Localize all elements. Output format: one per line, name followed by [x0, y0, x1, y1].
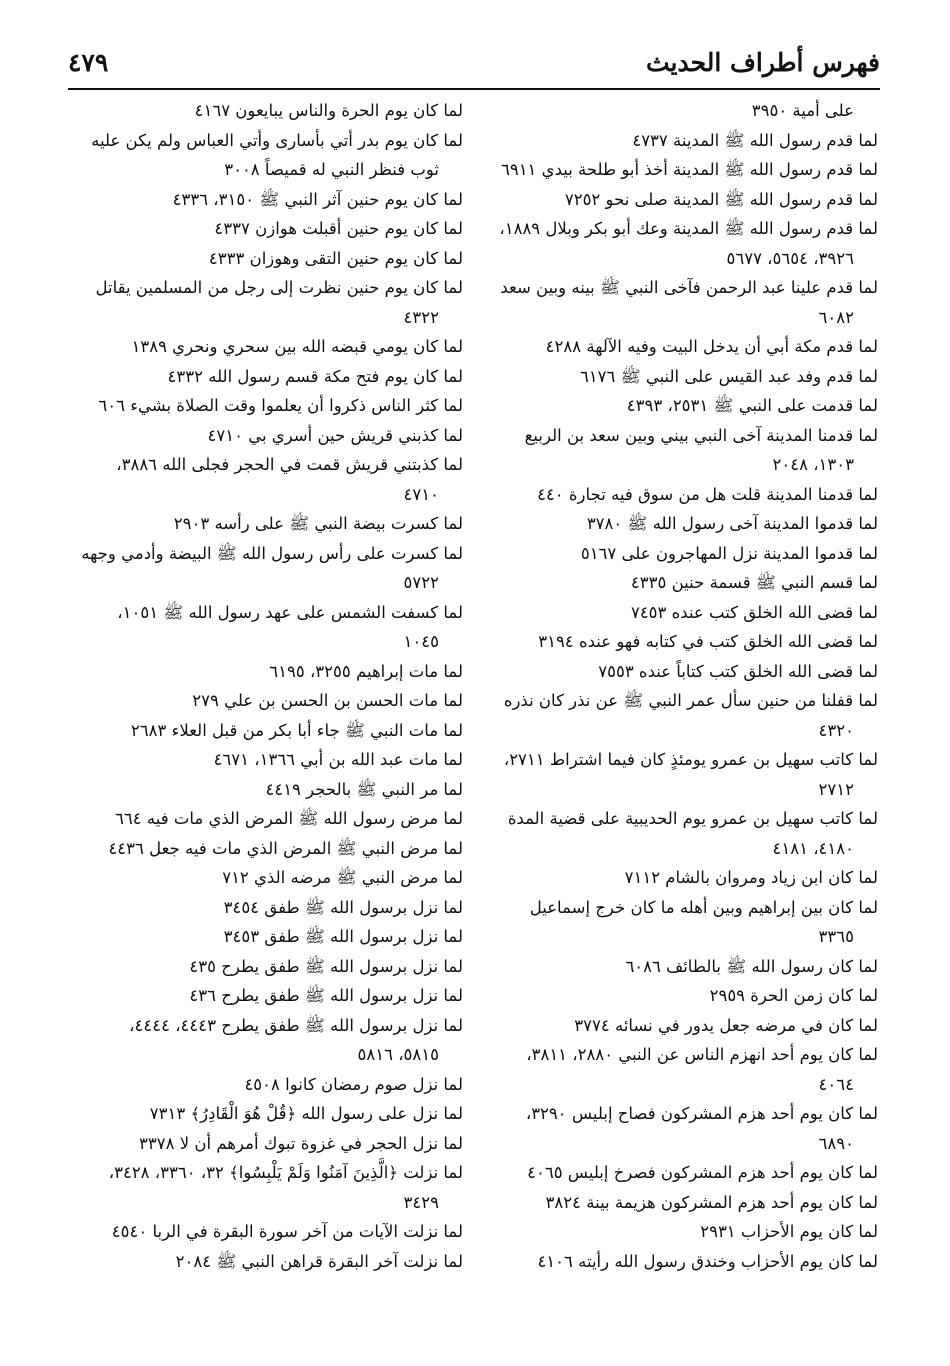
index-entry: [78, 863, 463, 893]
index-entry: [78, 421, 463, 451]
index-entry: [493, 1158, 878, 1188]
entry-text: لما قدم وفد عبد القيس على النبي ﷺ ٦١٧٦: [579, 366, 878, 386]
index-entry: [78, 922, 463, 952]
entry-text: لما قدم رسول الله ﷺ المدينة وعك أبو بكر وبلال ١٨٨٩،: [499, 219, 878, 238]
index-entry: [493, 863, 878, 893]
index-entry: [78, 1158, 463, 1217]
index-entry: [78, 126, 463, 185]
index-entry: [493, 96, 878, 126]
entry-text: لما قدمنا المدينة آخى النبي بيني وبين سعد بن الربيع: [524, 425, 878, 445]
index-entry: [78, 185, 463, 215]
page-number: ٤٧٩: [68, 48, 109, 77]
entry-text: لما كسفت الشمس على عهد رسول الله ﷺ ١٠٥١،: [117, 602, 463, 622]
entry-text: لما مرض النبي ﷺ المرض الذي مات فيه جعل ٤٤٣٦: [108, 838, 463, 858]
right-column: [493, 96, 878, 1276]
entry-text: لما مرض رسول الله ﷺ المرض الذي مات فيه ٦٦٤: [115, 809, 463, 828]
entry-text: لما نزل برسول الله ﷺ طفق ٣٤٥٣: [223, 927, 463, 946]
entry-continuation: ٦٠٨٢: [818, 307, 854, 327]
index-entry: [78, 1099, 463, 1129]
entry-text: لما نزل صوم رمضان كانوا ٤٥٠٨: [244, 1074, 463, 1094]
entry-continuation: ٤١٨٠، ٤١٨١: [772, 838, 854, 858]
entry-continuation: ثوب فنظر النبي له قميصاً ٣٠٠٨: [224, 160, 439, 179]
index-entry: [493, 1040, 878, 1099]
index-entry: [493, 598, 878, 628]
entry-text: لما مات إبراهيم ٣٢٥٥، ٦١٩٥: [269, 661, 463, 681]
entry-text: لما قضى الله الخلق كتب في كتابه فهو عنده ٣١٩٤: [538, 632, 878, 651]
entry-continuation: ٤٠٦٤: [818, 1074, 854, 1094]
entry-text: لما كان في مرضه جعل يدور في نسائه ٣٧٧٤: [574, 1015, 878, 1035]
index-entry: [493, 686, 878, 745]
entry-text: لما كذبني قريش حين أسري بي ٤٧١٠: [207, 425, 463, 445]
index-entry: [78, 1217, 463, 1247]
index-entry: [78, 834, 463, 864]
entry-text: لما كان زمن الحرة ٢٩٥٩: [709, 986, 878, 1005]
entry-continuation: ٤٣٢٢: [403, 307, 439, 327]
page-header: [68, 40, 880, 88]
index-entry: [78, 1070, 463, 1100]
index-entry: [78, 686, 463, 716]
index-entry: [493, 480, 878, 510]
index-entry: [493, 804, 878, 863]
entry-text: لما مر النبي ﷺ بالحجر ٤٤١٩: [265, 779, 463, 799]
index-entry: [493, 952, 878, 982]
entry-text: لما نزلت ﴿الَّذِينَ آمَنُوا وَلَمْ يَلْبِسُوا﴾ ٣٢، ٣٣٦٠، ٣٤٢٨،: [108, 1163, 463, 1182]
entry-text: لما كان يوم أحد انهزم الناس عن النبي ٢٨٨٠، ٣٨١١،: [526, 1045, 878, 1064]
entry-continuation: ٥٨١٥، ٥٨١٦: [357, 1045, 439, 1064]
index-entry: [78, 450, 463, 509]
index-entry: [493, 1217, 878, 1247]
entry-continuation: ٦٨٩٠: [818, 1133, 854, 1153]
index-entry: [493, 273, 878, 332]
index-entry: [493, 657, 878, 687]
entry-text: لما كان يومي قبضه الله بين سحري ونحري ١٣٨٩: [131, 337, 463, 356]
index-entry: [78, 1129, 463, 1159]
entry-text: لما نزل برسول الله ﷺ طفق ٣٤٥٤: [223, 897, 463, 917]
entry-text: لما مرض النبي ﷺ مرضه الذي ٧١٢: [222, 868, 463, 887]
entry-text: لما قدم علينا عبد الرحمن فآخى النبي ﷺ بينه وبين سعد: [500, 278, 878, 297]
entry-text: لما قفلنا من حنين سأل عمر النبي ﷺ عن نذر كان نذره: [503, 691, 878, 710]
index-entry: [78, 362, 463, 392]
index-entry: [78, 775, 463, 805]
entry-text: لما كان يوم أحد هزم المشركون فصرخ إبليس ٤٠٦٥: [527, 1163, 878, 1182]
index-entry: [78, 244, 463, 274]
index-entry: [493, 1099, 878, 1158]
index-entry: [78, 716, 463, 746]
index-entry: [78, 214, 463, 244]
entry-text: لما نزل برسول الله ﷺ طفق يطرح ٤٣٥: [189, 956, 463, 976]
entry-continuation: ٣٤٢٩: [403, 1192, 439, 1212]
entry-text: لما كاتب سهيل بن عمرو يومئذٍ كان فيما اشتراط ٢٧١١،: [503, 750, 878, 769]
entry-text: لما كان يوم فتح مكة قسم رسول الله ٤٣٣٢: [167, 366, 463, 386]
entry-continuation: ٤٧١٠: [403, 484, 439, 504]
entry-text: لما قدم رسول الله ﷺ المدينة ٤٧٣٧: [632, 130, 878, 150]
entry-text: لما قدم رسول الله ﷺ المدينة صلى نحو ٧٢٥٢: [564, 189, 878, 209]
index-entry: [493, 185, 878, 215]
index-entry: [493, 1247, 878, 1277]
index-entry: [493, 627, 878, 657]
entry-text: لما كان يوم الأحزاب ٢٩٣١: [700, 1222, 878, 1241]
index-entry: [493, 126, 878, 156]
entry-continuation: ١٠٤٥: [403, 632, 439, 651]
index-entry: [493, 981, 878, 1011]
entry-text: لما كاتب سهيل بن عمرو يوم الحديبية على قضية المدة: [507, 809, 878, 828]
entry-text: لما نزل برسول الله ﷺ طفق يطرح ٤٣٦: [189, 986, 463, 1005]
index-entry: [493, 155, 878, 185]
entry-text: لما نزل الحجر في غزوة تبوك أمرهم أن لا ٣٣٧٨: [139, 1133, 463, 1153]
left-column: [78, 96, 463, 1276]
index-entry: [78, 273, 463, 332]
index-entry: [78, 745, 463, 775]
entry-text: لما قضى الله الخلق كتب عنده ٧٤٥٣: [630, 602, 878, 622]
index-entry: [493, 391, 878, 421]
entry-text: لما كسرت بيضة النبي ﷺ على رأسه ٢٩٠٣: [173, 514, 463, 533]
entry-text: لما كان يوم حنين آثر النبي ﷺ ٣١٥٠، ٤٣٣٦: [172, 189, 463, 209]
entry-text: لما قدم رسول الله ﷺ المدينة أخذ أبو طلحة بيدي ٦٩١١: [500, 160, 878, 179]
entry-continuation: ٢٧١٢: [818, 779, 854, 799]
entry-text: لما كان يوم أحد هزم المشركون فصاح إبليس ٣٢٩٠،: [525, 1104, 878, 1123]
entry-text: لما قدمنا المدينة قلت هل من سوق فيه تجارة ٤٤٠: [537, 484, 878, 504]
entry-text: لما كثر الناس ذكروا أن يعلموا وقت الصلاة بشيء ٦٠٦: [98, 396, 463, 415]
index-entry: [78, 657, 463, 687]
entry-continuation: ٣٣٦٥: [818, 927, 854, 946]
entry-text: لما كان يوم أحد هزم المشركون هزيمة بينة ٣٨٢٤: [545, 1192, 878, 1212]
entry-text: لما كان ابن زياد ومروان بالشام ٧١١٢: [624, 868, 878, 887]
entry-text: لما قسم النبي ﷺ قسمة حنين ٤٣٣٥: [630, 573, 878, 592]
index-entry: [493, 539, 878, 569]
index-entry: [78, 598, 463, 657]
index-entry: [78, 96, 463, 126]
index-entry: [493, 568, 878, 598]
header-rule: [68, 88, 880, 90]
entry-text: لما نزلت آخر البقرة قراهن النبي ﷺ ٢٠٨٤: [175, 1251, 463, 1271]
entry-text: لما قدم مكة أبي أن يدخل البيت وفيه الآلهة ٤٢٨٨: [545, 337, 878, 356]
entry-continuation: ٥٧٢٢: [403, 573, 439, 592]
index-entry: [493, 214, 878, 273]
entry-continuation: ٣٩٢٦، ٥٦٥٤، ٥٦٧٧: [726, 248, 854, 268]
entry-text: لما كذبتني قريش قمت في الحجر فجلى الله ٣٨٨٦،: [116, 455, 463, 474]
index-entry: [493, 745, 878, 804]
entry-text: لما كان يوم الحرة والناس يبايعون ٤١٦٧: [194, 101, 463, 120]
entry-text: لما قدموا المدينة نزل المهاجرون على ٥١٦٧: [580, 543, 878, 563]
entry-text: لما قدموا المدينة آخى رسول الله ﷺ ٣٧٨٠: [586, 514, 878, 533]
index-entry: [78, 893, 463, 923]
index-entry: [78, 332, 463, 362]
entry-text: لما كان يوم الأحزاب وخندق رسول الله رأيته ٤١٠٦: [537, 1251, 878, 1271]
entry-text: على أمية ٣٩٥٠: [751, 101, 854, 120]
index-entry: [78, 1247, 463, 1277]
index-entry: [78, 391, 463, 421]
entry-text: لما كان يوم حنين نظرت إلى رجل من المسلمين يقاتل: [95, 278, 463, 297]
entry-text: لما كان يوم بدر أتي بأسارى وأتي العباس ولم يكن عليه: [91, 130, 463, 150]
entry-text: لما قدمت على النبي ﷺ ٢٥٣١، ٤٣٩٣: [626, 396, 878, 415]
page-title: فهرس أطراف الحديث: [645, 48, 880, 77]
index-entry: [78, 1011, 463, 1070]
entry-text: لما قضى الله الخلق كتب كتاباً عنده ٧٥٥٣: [598, 661, 878, 681]
entry-text: لما مات عبد الله بن أبي ١٣٦٦، ٤٦٧١: [213, 750, 463, 769]
index-entry: [493, 421, 878, 480]
index-entry: [78, 539, 463, 598]
index-entry: [78, 952, 463, 982]
index-entry: [78, 981, 463, 1011]
entry-text: لما كان يوم حنين التقى وهوزان ٤٣٣٣: [208, 248, 463, 268]
entry-continuation: ٤٣٢٠: [818, 720, 854, 740]
entry-text: لما كان بين إبراهيم وبين أهله ما كان خرج إسماعيل: [529, 897, 878, 917]
entry-text: لما كان رسول الله ﷺ بالطائف ٦٠٨٦: [625, 956, 878, 976]
index-entry: [493, 893, 878, 952]
entry-text: لما نزلت الآيات من آخر سورة البقرة في الربا ٤٥٤٠: [111, 1222, 463, 1241]
index-entry: [493, 1011, 878, 1041]
index-entry: [493, 362, 878, 392]
index-entry: [493, 332, 878, 362]
entry-text: لما نزل على رسول الله ﴿قُلْ هُوَ الْقَادِرُ﴾ ٧٣١٣: [149, 1104, 463, 1123]
entry-text: لما مات الحسن بن الحسن بن علي ٢٧٩: [192, 691, 463, 710]
entry-text: لما كسرت على رأس رسول الله ﷺ البيضة وأدمي وجهه: [81, 543, 463, 563]
entry-text: لما مات النبي ﷺ جاء أبا بكر من قبل العلاء ٢٦٨٣: [130, 720, 463, 740]
entry-text: لما نزل برسول الله ﷺ طفق يطرح ٤٤٤٣، ٤٤٤٤،: [129, 1015, 463, 1035]
entry-text: لما كان يوم حنين أقبلت هوازن ٤٣٣٧: [214, 219, 463, 238]
index-entry: [78, 804, 463, 834]
index-entry: [78, 509, 463, 539]
index-entry: [493, 509, 878, 539]
index-entry: [493, 1188, 878, 1218]
entry-continuation: ١٣٠٣، ٢٠٤٨: [772, 455, 854, 474]
